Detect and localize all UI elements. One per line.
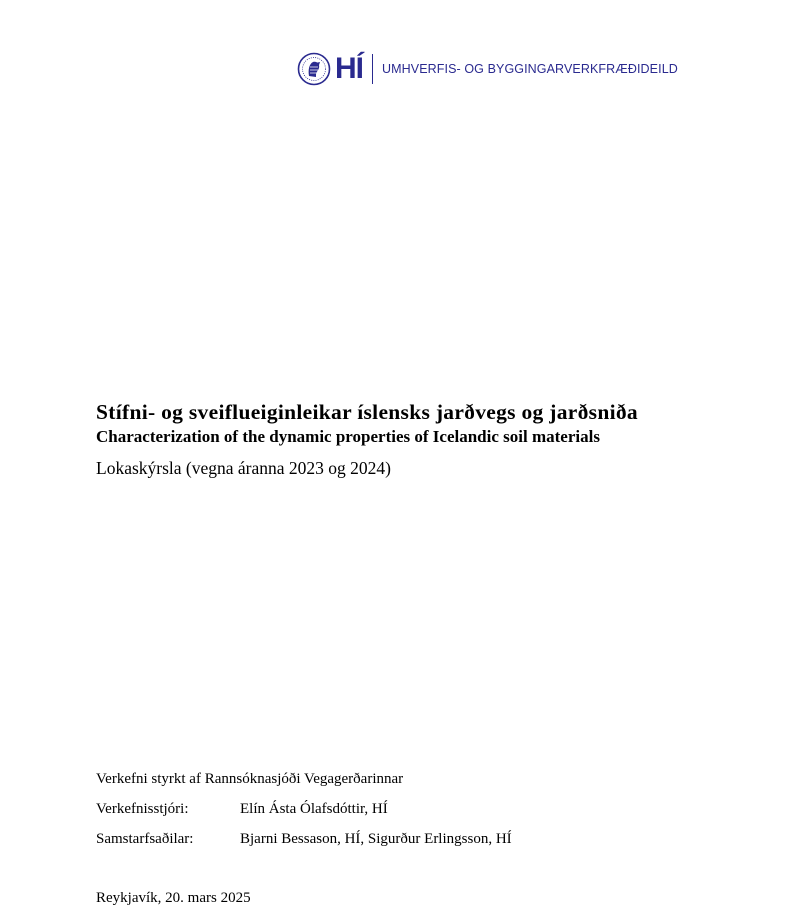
title-icelandic: Stífni- og sveiflueiginleikar íslensks jarðvegs og jarðsniða <box>96 400 638 424</box>
partners-label: Samstarfsaðilar: <box>96 831 194 847</box>
partners-row <box>96 829 512 849</box>
title-block <box>96 398 638 479</box>
project-info <box>96 769 512 859</box>
department-name: UMHVERFIS- OG BYGGINGARVERKFRÆÐIDEILD <box>382 62 678 76</box>
manager-label: Verkefnisstjóri: <box>96 801 189 817</box>
header-divider <box>372 54 373 84</box>
partners-value: Bjarni Bessason, HÍ, Sigurður Erlingsson, HÍ <box>240 831 512 847</box>
hi-logo-mark: HÍ <box>335 52 363 85</box>
report-subtitle: Lokaskýrsla (vegna áranna 2023 og 2024) <box>96 458 391 478</box>
manager-value: Elín Ásta Ólafsdóttir, HÍ <box>240 801 388 817</box>
university-seal-icon <box>297 52 331 86</box>
report-header <box>297 50 678 88</box>
funding-row <box>96 769 512 789</box>
report-date: Reykjavík, 20. mars 2025 <box>96 890 251 906</box>
title-english: Characterization of the dynamic properties of Icelandic soil materials <box>96 427 600 446</box>
funding-text: Verkefni styrkt af Rannsóknasjóði Vegagerðarinnar <box>96 771 404 787</box>
manager-row <box>96 799 512 819</box>
